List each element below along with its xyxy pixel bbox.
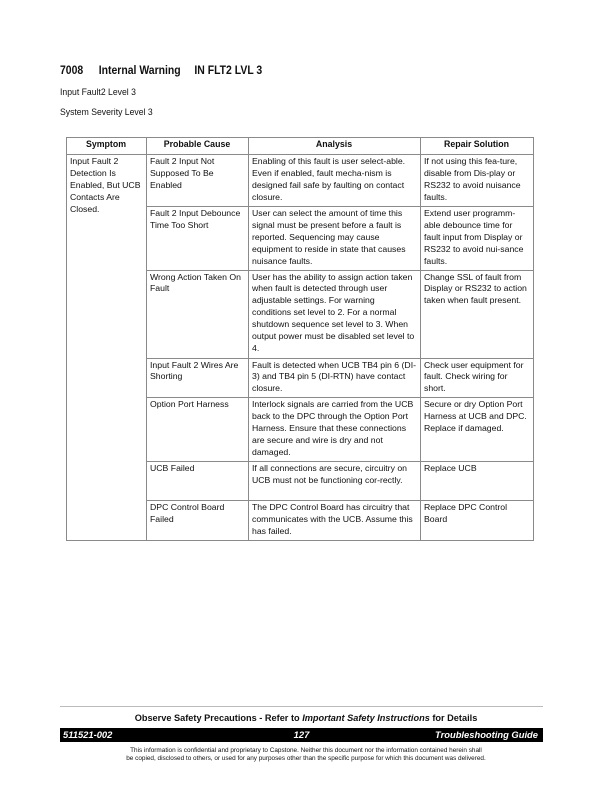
repair-cell: Replace UCB — [421, 461, 534, 500]
safety-prefix: Observe Safety Precautions - Refer to — [134, 713, 300, 723]
cause-cell: UCB Failed — [147, 461, 249, 500]
warning-id: IN FLT2 LVL 3 — [194, 64, 263, 77]
footer-divider — [60, 706, 543, 707]
cause-cell: Fault 2 Input Not Supposed To Be Enabled — [147, 155, 249, 207]
input-fault-label: Input Fault2 Level 3 — [60, 87, 136, 97]
repair-cell: If not using this fea-ture, disable from Dis-play or RS232 to avoid nuisance faults. — [421, 155, 534, 207]
repair-cell: Secure or dry Option Port Harness at UCB and DPC. Replace if damaged. — [421, 398, 534, 462]
page-number: 127 — [293, 729, 310, 740]
analysis-cell: Fault is detected when UCB TB4 pin 6 (DI-3) and TB4 pin 5 (DI-RTN) have contact closure. — [249, 358, 421, 398]
cause-cell: Wrong Action Taken On Fault — [147, 270, 249, 358]
section-heading — [60, 64, 262, 77]
confidentiality-notice — [0, 747, 612, 764]
safety-suffix: for Details — [432, 713, 478, 723]
column-header-repair: Repair Solution — [421, 138, 534, 155]
safety-notice — [0, 713, 612, 723]
cause-cell: Fault 2 Input Debounce Time Too Short — [147, 207, 249, 271]
repair-cell: Replace DPC Control Board — [421, 500, 534, 540]
repair-cell: Change SSL of fault from Display or RS232 to action taken when fault present. — [421, 270, 534, 358]
document-number: 511521-002 — [63, 729, 113, 740]
confidential-line-1: This information is confidential and proprietary to Capstone. Neither this document nor the information contained herein shall — [130, 747, 482, 754]
column-header-symptom: Symptom — [67, 138, 147, 155]
repair-cell: Check user equipment for fault. Check wiring for short. — [421, 358, 534, 398]
warning-code: 7008 — [60, 64, 84, 77]
symptom-cell: Input Fault 2 Detection Is Enabled, But UCB Contacts Are Closed. — [67, 155, 147, 541]
analysis-cell: Enabling of this fault is user select-able. Even if enabled, fault mecha-nism is designed fail safe by faulting on contact closure. — [249, 155, 421, 207]
column-header-cause: Probable Cause — [147, 138, 249, 155]
severity-label: System Severity Level 3 — [60, 107, 153, 117]
cause-cell: Input Fault 2 Wires Are Shorting — [147, 358, 249, 398]
repair-cell: Extend user programm-able debounce time for fault input from Display or RS232 to avoid nui-sance faults. — [421, 207, 534, 271]
column-header-analysis: Analysis — [249, 138, 421, 155]
confidential-line-2: be copied, disclosed to others, or used for any purposes other than the specific purpose for which this document was delivered. — [126, 755, 486, 763]
footer-bar — [60, 728, 543, 742]
analysis-cell: User can select the amount of time this signal must be present before a fault is reported. Sequencing may cause equipment to reside in state that causes nuisance faults. — [249, 207, 421, 271]
cause-cell: Option Port Harness — [147, 398, 249, 462]
guide-title: Troubleshooting Guide — [435, 729, 538, 740]
cause-cell: DPC Control Board Failed — [147, 500, 249, 540]
analysis-cell: User has the ability to assign action taken when fault is detected through user adjustable settings. For warning conditions set level to 2. For a normal shutdown sequence set level to 3. When output power must be disabled set level to 4. — [249, 270, 421, 358]
warning-name: Internal Warning — [98, 64, 181, 77]
analysis-cell: The DPC Control Board has circuitry that communicates with the UCB. Assume this has failed. — [249, 500, 421, 540]
table-row — [67, 155, 534, 207]
troubleshooting-table — [66, 137, 534, 541]
analysis-cell: Interlock signals are carried from the UCB back to the DPC through the Option Port Harness. Ensure that these connections are secure and wire is dry and not damaged. — [249, 398, 421, 462]
table-header-row — [67, 138, 534, 155]
analysis-cell: If all connections are secure, circuitry on UCB must not be functioning cor-rectly. — [249, 461, 421, 500]
safety-emphasis: Important Safety Instructions — [302, 713, 430, 723]
